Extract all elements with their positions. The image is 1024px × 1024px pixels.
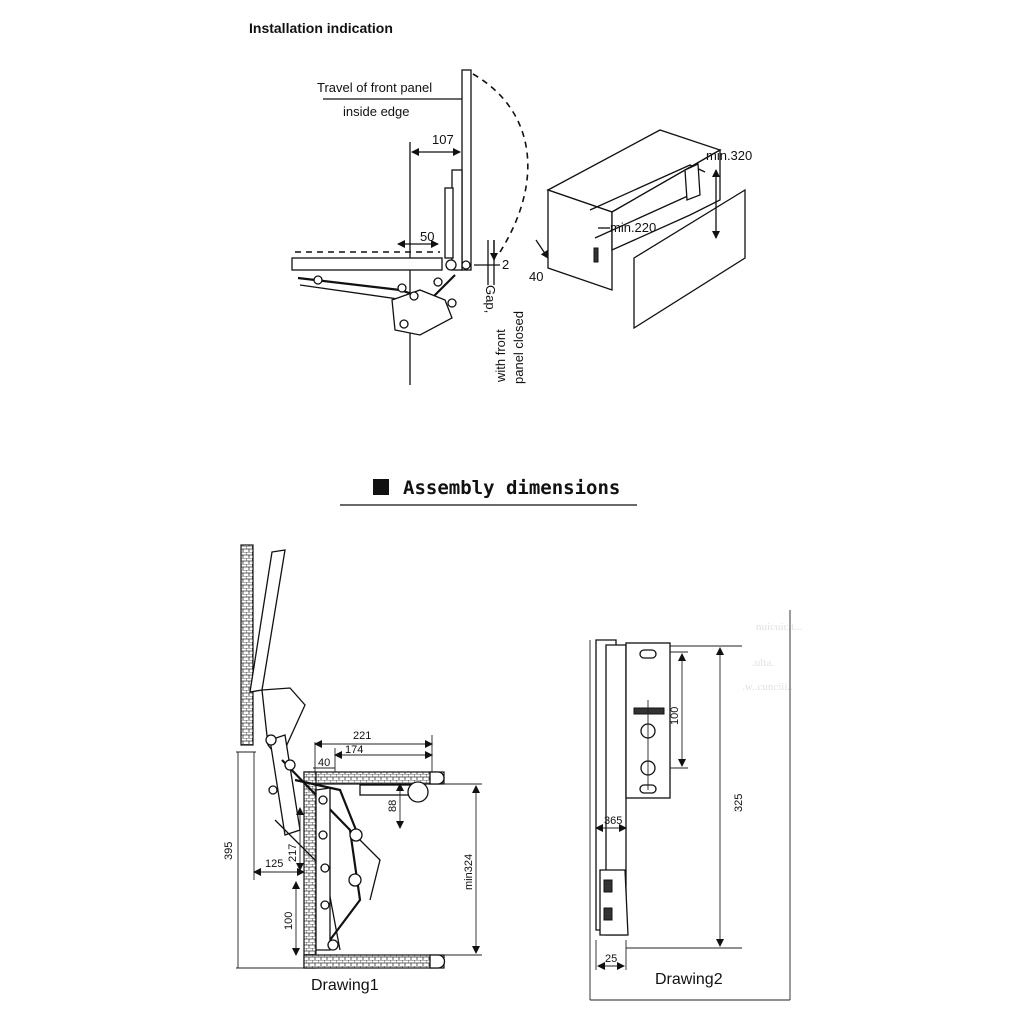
- travel-label-line1: Travel of front panel: [317, 80, 433, 95]
- d1-tilted-flap: [250, 550, 285, 692]
- d2-center-bar: [634, 708, 664, 714]
- dim-107-label: 107: [432, 132, 454, 147]
- d1-dim-217: 217: [287, 843, 299, 862]
- d1-pivot-c: [269, 786, 277, 794]
- drawing1: [223, 545, 482, 994]
- pivot-8: [462, 261, 470, 269]
- d1-cabinet-side: [304, 772, 316, 968]
- hinge-lower-body: [392, 290, 452, 335]
- panel-travel-arc: [473, 74, 528, 252]
- d2-dim-25: 25: [605, 953, 618, 965]
- hinge-linkage-arm-2: [300, 285, 405, 300]
- d1-pivot-a: [266, 735, 276, 745]
- front-panel-open: [462, 70, 471, 270]
- assembly-heading: [340, 477, 637, 505]
- d1-pivot-d: [319, 796, 327, 804]
- d1-pivot-g: [349, 874, 361, 886]
- dim-min320-label: min.320: [706, 148, 753, 163]
- cabinet-handle: [594, 248, 598, 262]
- dim-40-label: 40: [529, 269, 544, 284]
- d2-faded-bg-3: .w..cunciii..: [742, 681, 793, 693]
- d1-pivot-b: [285, 760, 295, 770]
- hinge-plate-inner: [445, 188, 453, 258]
- d2-faded-bg-2: .ulta.: [752, 657, 774, 669]
- d1-front-panel: [241, 545, 253, 745]
- installation-title: Installation indication: [249, 20, 393, 36]
- d2-dim-325: 325: [733, 793, 745, 812]
- drawing1-caption: Drawing1: [311, 977, 379, 994]
- d1-hinge-arm-long: [270, 735, 300, 835]
- d1-dim-221: 221: [353, 730, 372, 742]
- pivot-6: [400, 320, 408, 328]
- d2-dim-365: 365: [604, 815, 623, 827]
- d2-faded-bg-1: nuicuic.t...: [756, 621, 803, 633]
- d1-dim-125: 125: [265, 858, 284, 870]
- pivot-7: [448, 299, 456, 307]
- gap-label-line2: with front: [493, 329, 508, 382]
- d1-cabinet-bottom: [304, 955, 444, 968]
- d1-dim-395: 395: [223, 841, 235, 860]
- d2-top-slot: [640, 650, 656, 658]
- pivot-4: [434, 278, 442, 286]
- d1-dim-100: 100: [283, 911, 295, 930]
- d2-dim-100: 100: [669, 706, 681, 725]
- assembly-heading-text: Assembly dimensions: [403, 477, 621, 499]
- d1-spring-cylinder: [360, 785, 415, 795]
- d2-slot-1: [604, 880, 612, 892]
- heading-bullet-square: [373, 479, 389, 495]
- pivot-3: [410, 292, 418, 300]
- d1-pivot-e: [350, 829, 362, 841]
- dim-50-label: 50: [420, 229, 435, 244]
- d1-pivot-h: [321, 901, 329, 909]
- pivot-2: [398, 284, 406, 292]
- drawing2: [590, 610, 803, 1000]
- drawing2-caption: Drawing2: [655, 971, 723, 988]
- d1-dim-88: 88: [387, 799, 399, 812]
- d1-spring-end: [408, 782, 428, 802]
- cabinet-top-shelf: [292, 258, 442, 270]
- d1-pivot-j: [321, 864, 329, 872]
- d1-dim-40: 40: [318, 757, 331, 769]
- d1-pivot-f: [319, 831, 327, 839]
- gap-label-line3: panel closed: [511, 311, 526, 384]
- cabinet-isometric: [529, 130, 752, 328]
- travel-label-line2: inside edge: [343, 104, 410, 119]
- d2-slot-2: [604, 908, 612, 920]
- dim-2-label: 2: [502, 257, 510, 272]
- installation-section: [249, 20, 752, 385]
- dim-min220-label: min.220: [610, 220, 657, 235]
- pivot-5: [446, 260, 456, 270]
- d1-pivot-i: [328, 940, 338, 950]
- d1-cabinet-top: [304, 772, 444, 784]
- d1-dim-min324: min324: [463, 853, 475, 890]
- gap-label-line1: Gap,: [483, 285, 498, 314]
- d1-dim-174: 174: [345, 744, 364, 756]
- pivot-1: [314, 276, 322, 284]
